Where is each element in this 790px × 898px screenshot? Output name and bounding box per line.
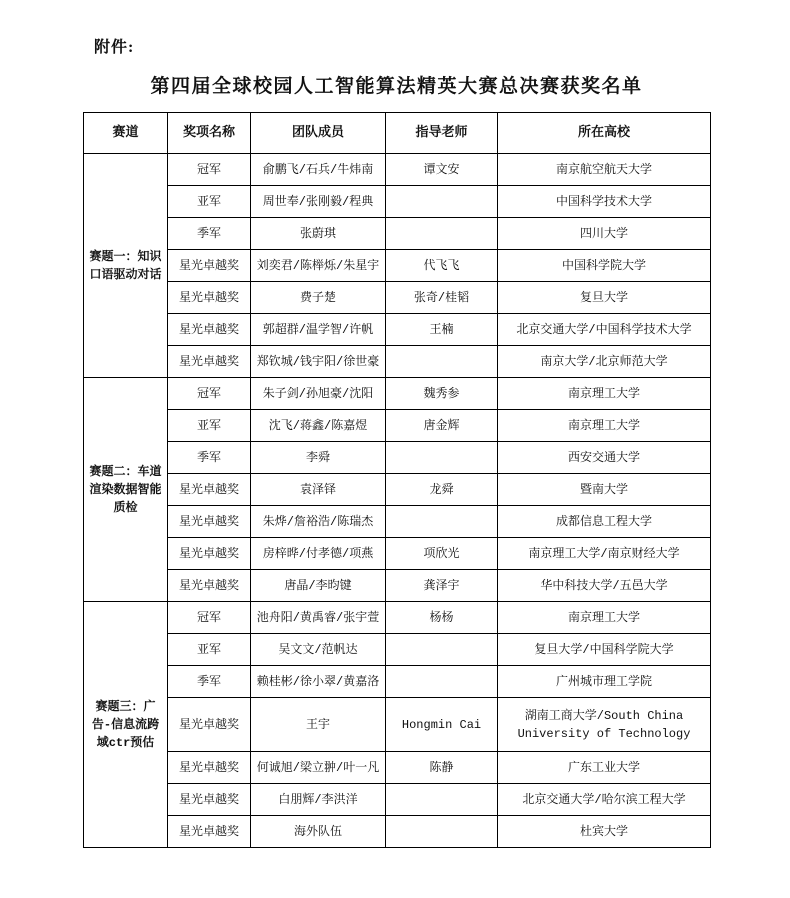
track-cell: 赛题二：车道渲染数据智能质检 xyxy=(84,378,168,602)
advisor-cell xyxy=(386,634,498,666)
advisor-cell: 魏秀参 xyxy=(386,378,498,410)
university-cell: 北京交通大学/中国科学技术大学 xyxy=(498,314,711,346)
award-cell: 星光卓越奖 xyxy=(168,570,251,602)
team-members-cell: 何诚旭/梁立翀/叶一凡 xyxy=(251,752,386,784)
table-row xyxy=(84,538,711,570)
awards-table xyxy=(83,112,711,848)
award-cell: 星光卓越奖 xyxy=(168,538,251,570)
team-members-cell: 李舜 xyxy=(251,442,386,474)
advisor-cell xyxy=(386,784,498,816)
university-cell: 杜宾大学 xyxy=(498,816,711,848)
team-members-cell: 池舟阳/黄禹睿/张宇萱 xyxy=(251,602,386,634)
award-cell: 冠军 xyxy=(168,378,251,410)
university-cell: 南京理工大学/南京财经大学 xyxy=(498,538,711,570)
table-row xyxy=(84,698,711,752)
award-cell: 星光卓越奖 xyxy=(168,816,251,848)
university-cell: 南京理工大学 xyxy=(498,602,711,634)
team-members-cell: 海外队伍 xyxy=(251,816,386,848)
team-members-cell: 张蔚琪 xyxy=(251,218,386,250)
university-cell: 南京大学/北京师范大学 xyxy=(498,346,711,378)
header-cell-advisor: 指导老师 xyxy=(386,113,498,154)
university-cell: 四川大学 xyxy=(498,218,711,250)
team-members-cell: 朱烨/詹裕浩/陈瑞杰 xyxy=(251,506,386,538)
table-row xyxy=(84,154,711,186)
advisor-cell: 唐金辉 xyxy=(386,410,498,442)
advisor-cell xyxy=(386,666,498,698)
table-row xyxy=(84,250,711,282)
team-members-cell: 俞鹏飞/石兵/牛炜南 xyxy=(251,154,386,186)
award-cell: 冠军 xyxy=(168,154,251,186)
university-cell: 南京航空航天大学 xyxy=(498,154,711,186)
table-row xyxy=(84,442,711,474)
team-members-cell: 刘奕君/陈榉烁/朱星宇 xyxy=(251,250,386,282)
header-cell-team: 团队成员 xyxy=(251,113,386,154)
award-cell: 季军 xyxy=(168,442,251,474)
table-row xyxy=(84,784,711,816)
award-cell: 星光卓越奖 xyxy=(168,282,251,314)
university-cell: 西安交通大学 xyxy=(498,442,711,474)
advisor-cell xyxy=(386,346,498,378)
advisor-cell: 龚泽宇 xyxy=(386,570,498,602)
advisor-cell: 项欣光 xyxy=(386,538,498,570)
page-title: 第四届全球校园人工智能算法精英大赛总决赛获奖名单 xyxy=(150,76,643,97)
team-members-cell: 王宇 xyxy=(251,698,386,752)
header-row xyxy=(84,113,711,154)
track-cell: 赛题一：知识口语驱动对话 xyxy=(84,154,168,378)
award-cell: 亚军 xyxy=(168,410,251,442)
advisor-cell xyxy=(386,218,498,250)
award-cell: 星光卓越奖 xyxy=(168,698,251,752)
attachment-label: 附件: xyxy=(94,39,135,56)
award-cell: 星光卓越奖 xyxy=(168,314,251,346)
track-cell: 赛题三：广告-信息流跨域ctr预估 xyxy=(84,602,168,848)
team-members-cell: 袁泽铎 xyxy=(251,474,386,506)
award-cell: 星光卓越奖 xyxy=(168,506,251,538)
advisor-cell xyxy=(386,816,498,848)
team-members-cell: 白朋辉/李洪洋 xyxy=(251,784,386,816)
award-cell: 亚军 xyxy=(168,634,251,666)
university-cell: 湖南工商大学/South China University of Technology xyxy=(498,698,711,752)
university-cell: 复旦大学 xyxy=(498,282,711,314)
team-members-cell: 郭超群/温学智/许帆 xyxy=(251,314,386,346)
table-row xyxy=(84,378,711,410)
team-members-cell: 吴文文/范帆达 xyxy=(251,634,386,666)
table-row xyxy=(84,314,711,346)
advisor-cell xyxy=(386,442,498,474)
table-row xyxy=(84,410,711,442)
advisor-cell: Hongmin Cai xyxy=(386,698,498,752)
advisor-cell: 张奇/桂韬 xyxy=(386,282,498,314)
university-cell: 中国科学技术大学 xyxy=(498,186,711,218)
table-row xyxy=(84,506,711,538)
advisor-cell xyxy=(386,506,498,538)
header-cell-award: 奖项名称 xyxy=(168,113,251,154)
team-members-cell: 朱子剑/孙旭豪/沈阳 xyxy=(251,378,386,410)
team-members-cell: 房梓晔/付孝德/项燕 xyxy=(251,538,386,570)
university-cell: 广东工业大学 xyxy=(498,752,711,784)
team-members-cell: 唐晶/李昀键 xyxy=(251,570,386,602)
university-cell: 北京交通大学/哈尔滨工程大学 xyxy=(498,784,711,816)
university-cell: 广州城市理工学院 xyxy=(498,666,711,698)
university-cell: 复旦大学/中国科学院大学 xyxy=(498,634,711,666)
team-members-cell: 赖桂彬/徐小翠/黄嘉洛 xyxy=(251,666,386,698)
advisor-cell: 王楠 xyxy=(386,314,498,346)
team-members-cell: 周世奉/张刚毅/程典 xyxy=(251,186,386,218)
award-cell: 星光卓越奖 xyxy=(168,474,251,506)
table-row xyxy=(84,666,711,698)
advisor-cell: 龙舜 xyxy=(386,474,498,506)
table-row xyxy=(84,282,711,314)
table-row xyxy=(84,570,711,602)
university-cell: 成都信息工程大学 xyxy=(498,506,711,538)
university-cell: 南京理工大学 xyxy=(498,410,711,442)
university-cell: 华中科技大学/五邑大学 xyxy=(498,570,711,602)
table-row xyxy=(84,474,711,506)
table-row xyxy=(84,346,711,378)
award-cell: 星光卓越奖 xyxy=(168,250,251,282)
table-row xyxy=(84,218,711,250)
advisor-cell: 杨杨 xyxy=(386,602,498,634)
header-cell-university: 所在高校 xyxy=(498,113,711,154)
team-members-cell: 费子楚 xyxy=(251,282,386,314)
advisor-cell: 陈静 xyxy=(386,752,498,784)
advisor-cell xyxy=(386,186,498,218)
award-cell: 亚军 xyxy=(168,186,251,218)
university-cell: 南京理工大学 xyxy=(498,378,711,410)
award-cell: 季军 xyxy=(168,218,251,250)
award-cell: 星光卓越奖 xyxy=(168,752,251,784)
team-members-cell: 郑钦城/钱宇阳/徐世豪 xyxy=(251,346,386,378)
university-cell: 暨南大学 xyxy=(498,474,711,506)
advisor-cell: 代飞飞 xyxy=(386,250,498,282)
team-members-cell: 沈飞/蒋鑫/陈嘉煜 xyxy=(251,410,386,442)
table-row xyxy=(84,186,711,218)
award-cell: 季军 xyxy=(168,666,251,698)
award-cell: 星光卓越奖 xyxy=(168,784,251,816)
header-cell-track: 赛道 xyxy=(84,113,168,154)
table-row xyxy=(84,634,711,666)
table-row xyxy=(84,752,711,784)
award-cell: 星光卓越奖 xyxy=(168,346,251,378)
award-cell: 冠军 xyxy=(168,602,251,634)
advisor-cell: 谭文安 xyxy=(386,154,498,186)
university-cell: 中国科学院大学 xyxy=(498,250,711,282)
table-row xyxy=(84,602,711,634)
table-row xyxy=(84,816,711,848)
